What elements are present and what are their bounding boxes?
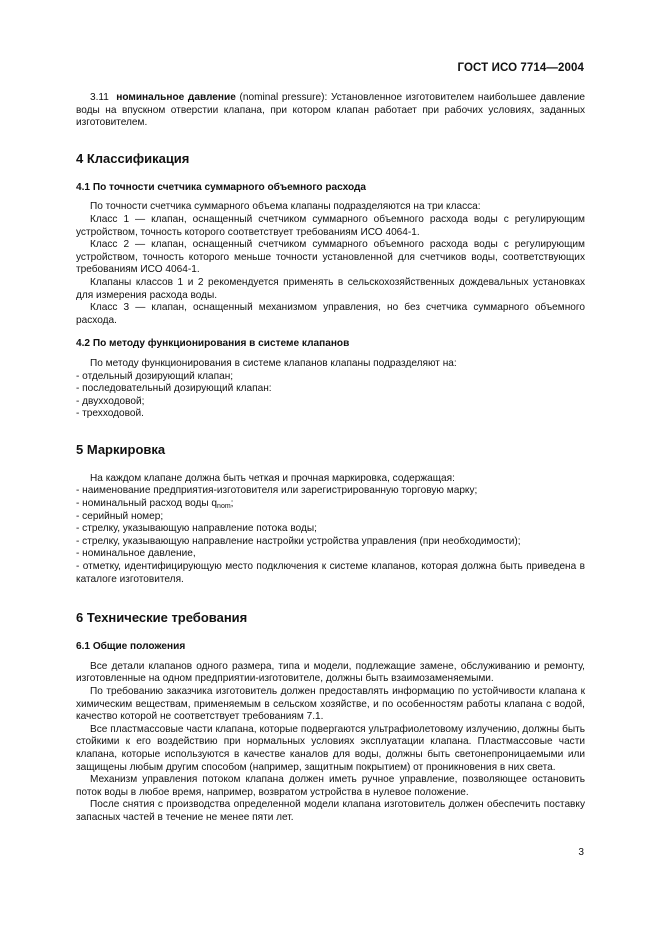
paragraph: Все детали клапанов одного размера, типа и модели, подлежащие замене, обслуживанию и ремонту, изготовленные на одном предприятии-изготовителе, должны быть взаимозаменяемыми. [76,660,585,685]
list-item: - стрелку, указывающую направление потока воды; [76,523,585,536]
definition-text: (nominal pressure): Установленное изготовителем наибольшее давление воды на впускном отверстии клапана, при котором клапан работает при рабочих условиях, заданных изготовителем. [76,92,585,129]
paragraph: Класс 1 — клапан, оснащенный счетчиком суммарного объемного расхода воды с регулирующим устройством, точность которого соответствует требованиям ИСО 4064-1. [76,213,585,238]
section-6-title: 6 Технические требования [76,610,248,626]
paragraph: Все пластмассовые части клапана, которые подвергаются ультрафиолетовому излучению, должны быть стойкими к его воздействию при нормальных условиях эксплуатации клапана. Пластмассовые части клапана, которые используются в качестве каналов для воды, должны быть светонепроницаемыми или защищены любым другим способом (например, защитным покрытием) от проникновения в них света. [76,723,585,773]
list-item: - номинальное давление, [76,548,585,561]
list-item: - серийный номер; [76,511,585,524]
paragraph: По точности счетчика суммарного объема клапаны подразделяются на три класса: [90,201,481,213]
section-4-title: 4 Классификация [76,150,190,166]
flow-rate-subscript: nom [217,503,231,511]
paragraph: По методу функционирования в системе клапанов клапаны подразделяют на: [90,357,457,369]
list-item: - отдельный дозирующий клапан; [76,371,585,384]
paragraph: На каждом клапане должна быть четкая и прочная маркировка, содержащая: [90,472,455,484]
paragraph: Клапаны классов 1 и 2 рекомендуется применять в сельскохозяйственных дождевальных установках для измерения расхода воды. [76,276,585,301]
paragraph: По требованию заказчика изготовитель должен предоставлять информацию по устойчивости клапана к химическим веществам, применяемым в сельском хозяйстве, и по особенностям работы клапана с водой, качество которой не соответствует требованиям 7.1. [76,686,585,723]
list-item: - стрелку, указывающую направление настройки устройства управления (при необходимости); [76,536,585,549]
document-content [76,92,585,825]
standard-header: ГОСТ ИСО 7714—2004 [457,62,584,74]
section-5-title: 5 Маркировка [76,441,166,457]
subsection-4-1-title: 4.1 По точности счетчика суммарного объемного расхода [76,181,367,193]
page-number: 3 [578,847,584,858]
list-item: - двухходовой; [76,396,585,409]
subsection-4-2-title: 4.2 По методу функционирования в системе клапанов [76,338,350,350]
paragraph: Класс 3 — клапан, оснащенный механизмом управления, но без счетчика суммарного объемного расхода. [76,302,585,326]
flow-rate-suffix: ; [230,498,234,510]
list-item: - наименование предприятия-изготовителя или зарегистрированную торговую марку; [76,485,585,498]
list-item: - последовательный дозирующий клапан: [76,383,585,396]
paragraph: После снятия с производства определенной модели клапана изготовитель должен обеспечить поставку запасных частей в течение не менее пяти лет. [76,799,585,823]
flow-rate-label: номинальный расход воды q [82,498,218,510]
list-item [76,498,585,511]
definition-3-11 [76,92,585,130]
subsection-6-1-title: 6.1 Общие положения [76,641,186,653]
paragraph: Класс 2 — клапан, оснащенный счетчиком суммарного объемного расхода воды с регулирующим устройством, точность которого меньше точности установленной для счетчиков воды, соответствующих требованиям ИСО 4064-1. [76,239,585,276]
paragraph: Механизм управления потоком клапана должен иметь ручное управление, позволяющее остановить поток воды в любое время, например, возвратом устройства в нулевое положение. [76,774,585,798]
definition-number: 3.11 [90,92,109,103]
list-item: - отметку, идентифицирующую место подключения к системе клапанов, которая должна быть приведена в каталоге изготовителя. [76,561,585,586]
list-item: - трехходовой. [76,408,585,421]
definition-term: номинальное давление [116,92,236,103]
